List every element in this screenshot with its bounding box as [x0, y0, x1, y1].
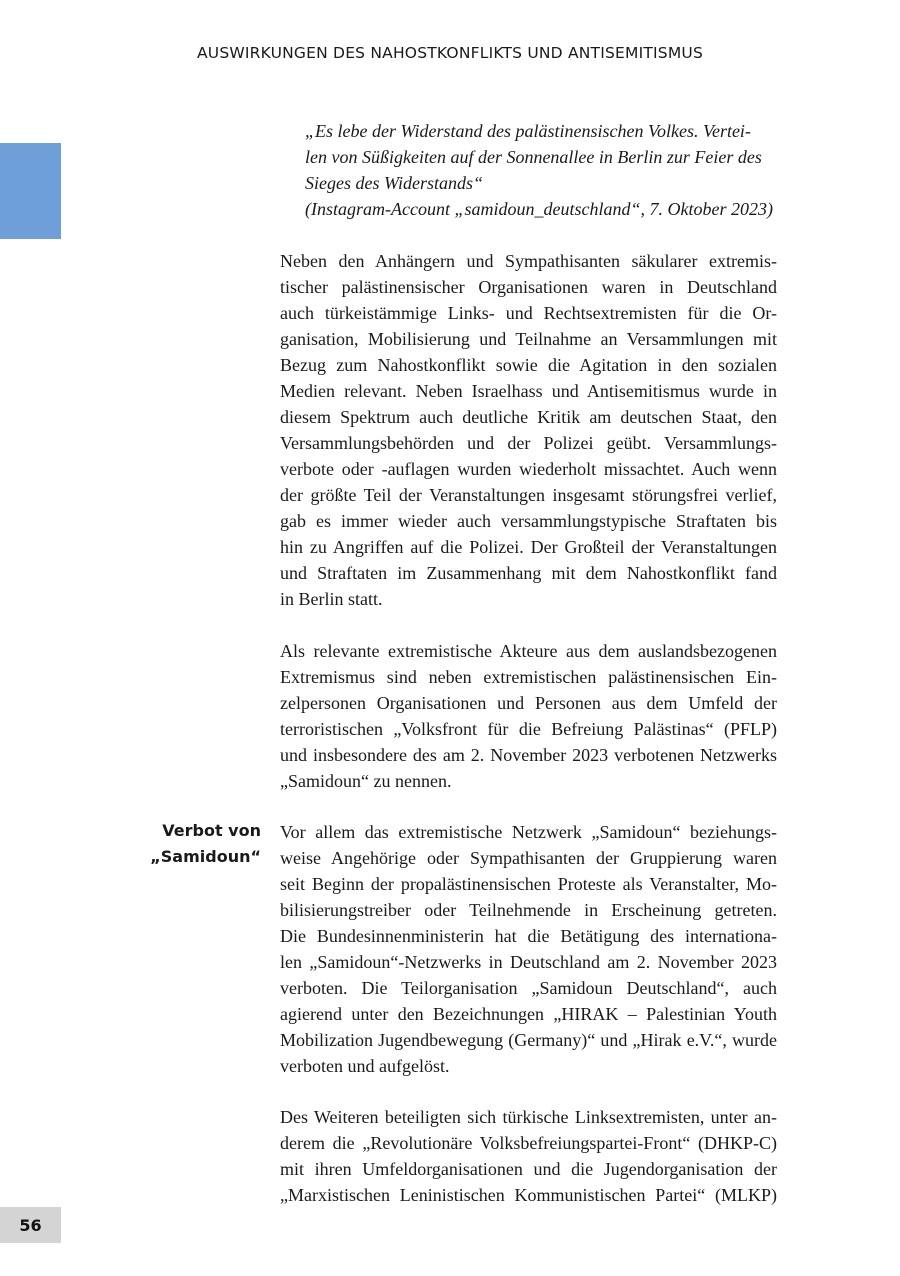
text-line: agierend unter den Bezeichnungen „HIRAK – Palestinian Youth — [280, 1004, 777, 1024]
text-line: Extremismus sind neben extremistischen palästinensischen Ein- — [280, 667, 777, 687]
block-quote — [305, 118, 773, 222]
text-line: Versammlungsbehörden und der Polizei geübt. Versammlungs- — [280, 433, 777, 453]
margin-note-line: „Samidoun“ — [150, 847, 261, 866]
page-number-box — [0, 1207, 61, 1243]
text-line: hin zu Angriffen auf die Polizei. Der Großteil der Veranstaltungen — [280, 537, 777, 557]
body-paragraph-3 — [280, 819, 777, 1079]
body-paragraph-4 — [280, 1104, 777, 1208]
quote-line: Sieges des Widerstands“ — [305, 173, 483, 193]
margin-note-heading — [120, 818, 261, 870]
text-line: verboten. Die Teilorganisation „Samidoun Deutschland“, auch — [280, 978, 777, 998]
text-line: gab es immer wieder auch versammlungstypische Straftaten bis — [280, 511, 777, 531]
text-line: verbote oder -auflagen wurden wiederholt missachtet. Auch wenn — [280, 459, 777, 479]
text-line: Des Weiteren beteiligten sich türkische Linksextremisten, unter an- — [280, 1107, 777, 1127]
chapter-tab-marker — [0, 143, 61, 239]
quote-line: „Es lebe der Widerstand des palästinensischen Volkes. Vertei- — [305, 121, 751, 141]
text-line: derem die „Revolutionäre Volksbefreiungspartei-Front“ (DHKP-C) — [280, 1133, 777, 1153]
quote-line: len von Süßigkeiten auf der Sonnenallee in Berlin zur Feier des — [305, 147, 762, 167]
text-line: und Straftaten im Zusammenhang mit dem Nahostkonflikt fand — [280, 563, 777, 583]
body-paragraph-1 — [280, 248, 777, 612]
text-line: Medien relevant. Neben Israelhass und Antisemitismus wurde in — [280, 381, 777, 401]
text-line: ganisation, Mobilisierung und Teilnahme an Versammlungen mit — [280, 329, 777, 349]
text-line: tischer palästinensischer Organisationen waren in Deutschland — [280, 277, 777, 297]
text-line: mit ihren Umfeldorganisationen und die Jugendorganisation der — [280, 1159, 777, 1179]
text-line: len „Samidoun“-Netzwerks in Deutschland am 2. November 2023 — [280, 952, 777, 972]
text-line: Die Bundesinnenministerin hat die Betätigung des internationa- — [280, 926, 777, 946]
page-number: 56 — [19, 1215, 42, 1235]
text-line: Mobilization Jugendbewegung (Germany)“ und „Hirak e.V.“, wurde — [280, 1030, 777, 1050]
text-line: „Samidoun“ zu nennen. — [280, 771, 452, 791]
text-line: diesem Spektrum auch deutliche Kritik am deutschen Staat, den — [280, 407, 777, 427]
text-line: „Marxistischen Leninistischen Kommunistischen Partei“ (MLKP) — [280, 1185, 777, 1205]
text-line: Neben den Anhängern und Sympathisanten säkularer extremis- — [280, 251, 777, 271]
text-line: Vor allem das extremistische Netzwerk „Samidoun“ beziehungs- — [280, 822, 777, 842]
text-line: Bezug zum Nahostkonflikt sowie die Agitation in den sozialen — [280, 355, 777, 375]
text-line: und insbesondere des am 2. November 2023 verbotenen Netzwerks — [280, 745, 777, 765]
text-line: terroristischen „Volksfront für die Befreiung Palästinas“ (PFLP) — [280, 719, 777, 739]
text-line: seit Beginn der propalästinensischen Proteste als Veranstalter, Mo- — [280, 874, 777, 894]
text-line: der größte Teil der Veranstaltungen insgesamt störungsfrei verlief, — [280, 485, 777, 505]
text-line: in Berlin statt. — [280, 589, 383, 609]
running-header: AUSWIRKUNGEN DES NAHOSTKONFLIKTS UND ANTISEMITISMUS — [196, 44, 703, 62]
margin-note-line: Verbot von — [162, 821, 261, 840]
text-line: auch türkeistämmige Links- und Rechtsextremisten für die Or- — [280, 303, 777, 323]
text-line: bilisierungstreiber oder Teilnehmende in Erscheinung getreten. — [280, 900, 777, 920]
text-line: zelpersonen Organisationen und Personen aus dem Umfeld der — [280, 693, 777, 713]
quote-source: (Instagram-Account „samidoun_deutschland“, 7. Oktober 2023) — [305, 199, 773, 219]
text-line: weise Angehörige oder Sympathisanten der Gruppierung waren — [280, 848, 777, 868]
body-paragraph-2 — [280, 638, 777, 794]
text-line: Als relevante extremistische Akteure aus dem auslandsbezogenen — [280, 641, 777, 661]
text-line: verboten und aufgelöst. — [280, 1056, 450, 1076]
